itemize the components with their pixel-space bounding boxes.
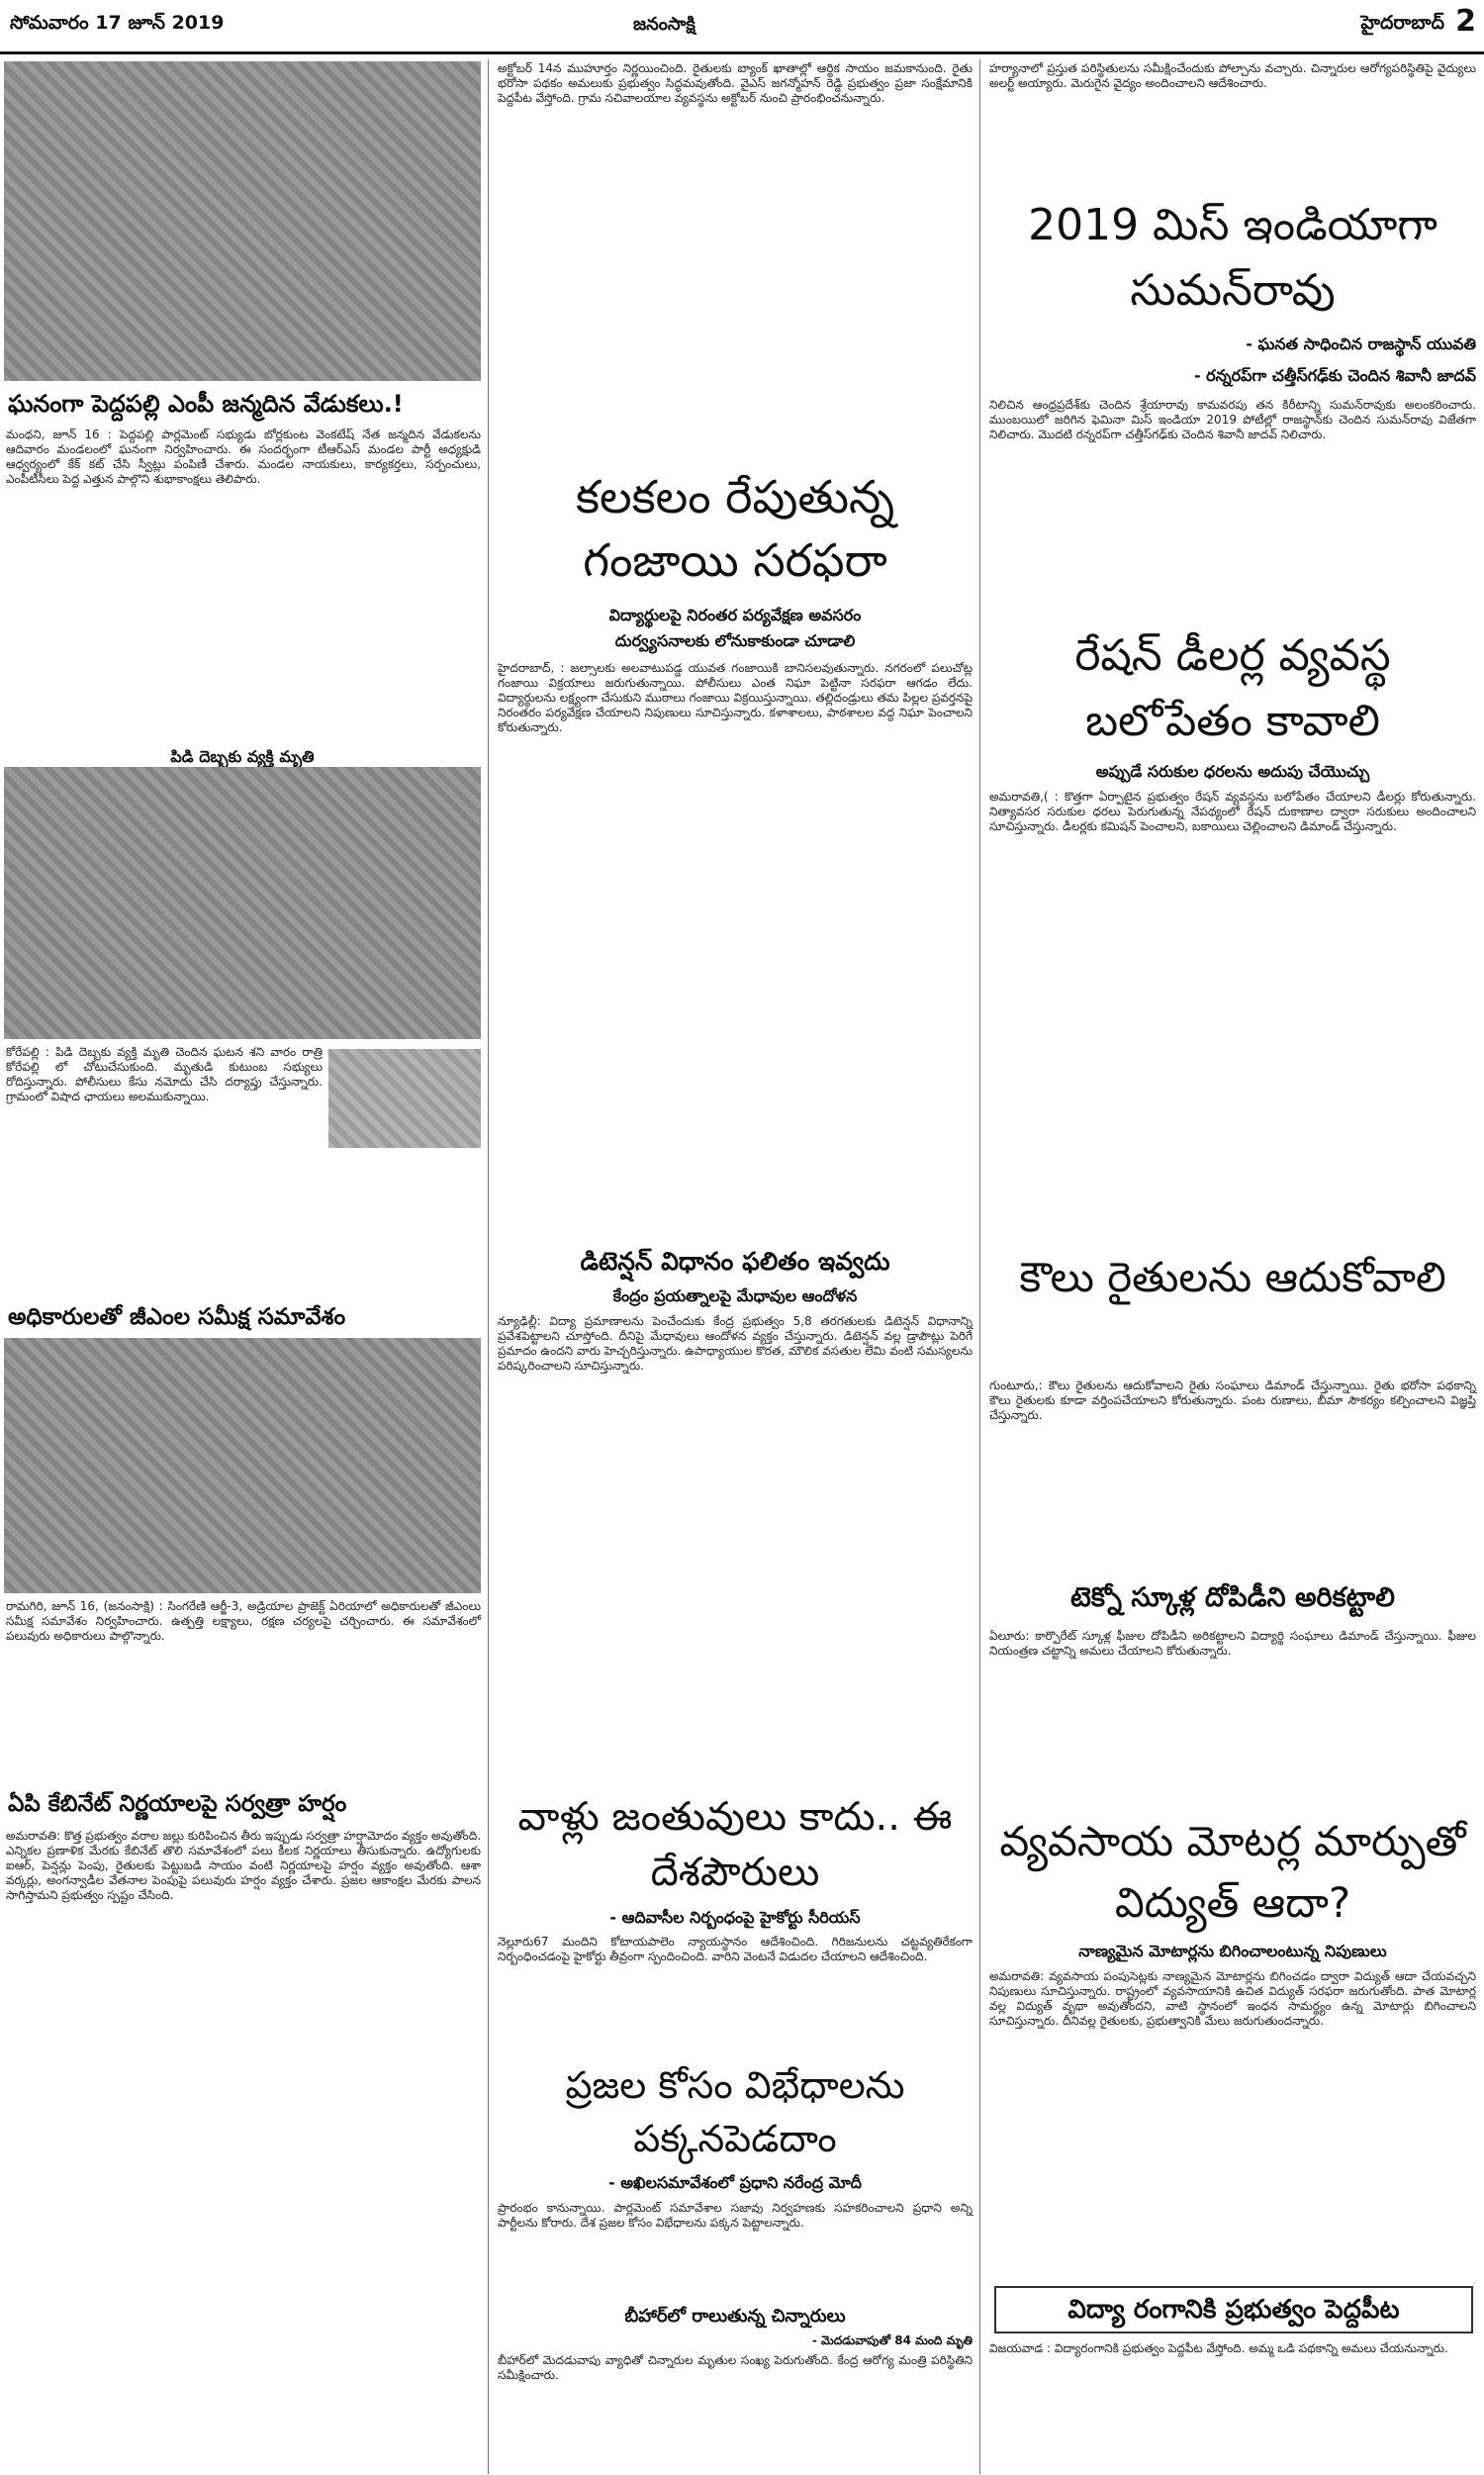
headline-education: విద్యా రంగానికి ప్రభుత్వం పెద్దపీట xyxy=(994,2286,1473,2333)
article-tribals: నెల్లూరు67 మందిని కోటాయపాలెం న్యాయస్థానం ఆదేశించింది. గిరిజనులను చట్టవ్యతిరేకంగా నిర్బంధించడంపై హైకోర్టు తీవ్రంగా స్పందించింది. వారిని వెంటనే విడుదల చేయాలని ఆదేశించింది. xyxy=(498,1935,973,1963)
page-header xyxy=(0,0,1484,57)
headline-mp-birthday: ఘనంగా పెద్దపల్లి ఎంపీ జన్మదిన వేడుకలు.! xyxy=(8,390,404,418)
victim-portrait xyxy=(328,1049,481,1148)
article-continuation-3: హర్యానాలో ప్రస్తుత పరిస్థితులను సమీక్షించేందుకు పోల్చాను వచ్చారు. చిన్నారుల ఆరోగ్యపరిస్థితిపై వైద్యులు అలర్ట్ అయ్యారు. మెరుగైన వైద్యం అందించాలని ఆదేశించారు. xyxy=(989,61,1476,90)
headline-detention: డిటెన్షన్ విధానం ఫలితం ఇవ్వదు xyxy=(580,1247,890,1276)
edition-city: హైదరాబాద్ xyxy=(1360,12,1444,34)
headline-ration: రేషన్ డీలర్ల వ్యవస్థ బలోపేతం కావాలి xyxy=(1074,630,1391,746)
subhead-miss-india-2: - రన్నరప్‌గా చత్తీస్‌గఢ్‌కు చెందిన శివానీ జాదవ్ xyxy=(1193,366,1476,385)
article-techno-schools: ఏలూరు: కార్పొరేట్ స్కూళ్ల ఫీజుల దోపిడీని అరికట్టాలని విద్యార్థి సంఘాలు డిమాండ్ చేస్తున్నాయి. ఫీజుల నియంత్రణ చట్టాన్ని అమలు చేయాలని కోరుతున్నారు. xyxy=(989,1629,1476,1658)
article-tenant-farmers: గుంటూరు,: కౌలు రైతులను ఆదుకోవాలని రైతు సంఘాలు డిమాండ్ చేస్తున్నాయి. రైతు భరోసా పథకాన్ని కౌలు రైతులకు కూడా వర్తింపచేయాలని కోరుతున్నారు. పంట రుణాలు, బీమా సౌకర్యం కల్పించాలని విజ్ఞప్తి చేస్తున్నారు. xyxy=(989,1379,1476,1422)
header-rule xyxy=(0,51,1484,54)
subhead-ganja-2: దుర్వ్యసనాలకు లోనుకాకుండా చూడాలి xyxy=(614,631,856,650)
mourning-photo xyxy=(4,767,481,1039)
column-divider xyxy=(488,59,489,2474)
article-gm-meeting: రామగిరి, జూన్ 16, (జనంసాక్షి) : సింగరేణి ఆర్జీ-3, అడ్రియాల ప్రాజెక్ట్ ఏరియాలో అధికారులతో జీఎంలు సమీక్ష సమావేశం నిర్వహించారు. ఉత్పత్తి లక్ష్యాలు, రక్షణ చర్యలపై చర్చించారు. ఈ సమావేశంలో పలువురు అధికారులు పాల్గొన్నారు. xyxy=(6,1599,481,1643)
article-mp-birthday: మంథని, జూన్ 16 : పెద్దపల్లి పార్లమెంట్ సభ్యుడు బోర్లకుంట వెంకటేష్ నేత జన్మదిన వేడుకలను ఆదివారం మండలంలో ఘనంగా నిర్వహించారు. ఈ సందర్భంగా టీఆర్ఎస్ మండల పార్టీ అధ్యక్షుడి ఆధ్వర్యంలో కేక్ కట్ చేసి స్వీట్లు పంపిణీ చేశారు. మండల నాయకులు, కార్యకర్తలు, సర్పంచులు, ఎంపీటీసీలు పెద్ద ఎత్తున పాల్గొని శుభాకాంక్షలు తెలిపారు. xyxy=(6,428,481,486)
issue-date: సోమవారం 17 జూన్ 2019 xyxy=(10,12,225,34)
headline-motors: వ్యవసాయ మోటర్ల మార్పుతో విద్యుత్ ఆదా? xyxy=(999,1817,1466,1927)
subhead-tribals: - ఆదివాసీల నిర్బంధంపై హైకోర్టు సీరియస్ xyxy=(609,1908,861,1927)
headline-ap-cabinet: ఏపి కేబినేట్ నిర్ణయాలపై సర్వత్రా హర్షం xyxy=(8,1791,347,1817)
article-motors: అమరావతి: వ్యవసాయ పంపుసెట్లకు నాణ్యమైన మోటార్లను బిగించడం ద్వారా విద్యుత్ ఆదా చేయవచ్చని నిపుణులు సూచిస్తున్నారు. రాష్ట్రంలో వ్యవసాయానికి ఉచిత విద్యుత్ సరఫరా జరుగుతోంది. పాత మోటార్ల వల్ల విద్యుత్ వృథా అవుతోందని, వాటి స్థానంలో ఇంధన సామర్థ్యం ఉన్న మోటార్లు బిగించాలని సూచిస్తున్నారు. దీనివల్ల రైతులకు, ప్రభుత్వానికి మేలు జరుగుతుందన్నారు. xyxy=(989,1969,1476,2028)
article-continuation: అక్టోబర్ 14న ముహూర్తం నిర్ణయించింది. రైతులకు బ్యాంక్ ఖాతాల్లో ఆర్థిక సాయం జమకానుంది. రైతు భరోసా పథకం అమలుకు ప్రభుత్వం సిద్ధమవుతోంది. వైఎస్ జగన్మోహన్ రెడ్డి ప్రభుత్వం ప్రజా సంక్షేమానికి పెద్దపీట వేస్తోంది. గ్రామ సచివాలయాల వ్యవస్థను అక్టోబర్ నుంచి ప్రారంభించనున్నారు. xyxy=(498,61,973,105)
article-detention: న్యూఢిల్లీ: విద్యా ప్రమాణాలను పెంచేందుకు కేంద్ర ప్రభుత్వం 5,8 తరగతులకు డిటెన్షన్ విధానాన్ని ప్రవేశపెట్టాలని చూస్తోంది. దీనిపై మేధావులు ఆందోళన వ్యక్తం చేస్తున్నారు. డిటెన్షన్ వల్ల డ్రాపౌట్లు పెరిగే ప్రమాదం ఉందని వారు హెచ్చరిస్తున్నారు. ఉపాధ్యాయుల కొరత, మౌలిక వసతుల లేమి వంటి సమస్యలను పరిష్కరించాలని సూచిస్తున్నారు. xyxy=(498,1314,973,1373)
column-divider xyxy=(979,59,980,2474)
mp-birthday-photo xyxy=(4,61,481,381)
article-ganja: హైదరాబాద్, : జల్సాలకు అలవాటుపడ్డ యువత గంజాయికి బానిసలవుతున్నారు. నగరంలో పలుచోట్ల గంజాయి విక్రయాలు జరుగుతున్నాయి. పోలీసులు ఎంత నిఘా పెట్టినా సరఫరా ఆగడం లేదు. విద్యార్థులను లక్ష్యంగా చేసుకుని ముఠాలు గంజాయి విక్రయిస్తున్నాయి. తల్లిదండ్రులు తమ పిల్లల ప్రవర్తనపై నిరంతరం పర్యవేక్షణ చేయాలని నిపుణులు సూచిస్తున్నారు. కళాశాలలు, పాఠశాలల వద్ద నిఘా పెంచాలని కోరుతున్నారు. xyxy=(498,661,973,734)
masthead: జనంసాక్షి xyxy=(633,14,696,35)
article-modi: ప్రారంభం కానున్నాయి. పార్లమెంట్ సమావేశాల సజావు నిర్వహణకు సహకరించాలని ప్రధాని అన్ని పార్టీలను కోరారు. దేశ ప్రజల కోసం విభేధాలను పక్కన పెట్టాలన్నారు. xyxy=(498,2201,973,2230)
article-bihar: బీహార్‌లో మెదడువాపు వ్యాధితో చిన్నారుల మృతుల సంఖ్య పెరుగుతోంది. కేంద్ర ఆరోగ్య మంత్రి పరిస్థితిని సమీక్షించారు. xyxy=(498,2353,973,2382)
page-number: 2 xyxy=(1455,4,1476,39)
subhead-miss-india-1: - ఘనత సాధించిన రాజస్థాన్ యువతి xyxy=(1246,334,1476,353)
headline-gm-meeting: అధికారులతో జీఎంల సమీక్ష సమావేశం xyxy=(8,1304,346,1330)
subhead-ganja-1: విద్యార్థులపై నిరంతర పర్యవేక్షణ అవసరం xyxy=(608,606,862,624)
article-death: కోరేపల్లి : పిడి దెబ్బకు వ్యక్తి మృతి చెందిన ఘటన శని వారం రాత్రి కోరేపల్లి లో చోటుచేసుకుంది. మృతుడి కుటుంబ సభ్యులు రోదిస్తున్నారు. పోలీసులు కేసు నమోదు చేసి దర్యాప్తు చేస్తున్నారు. గ్రామంలో విషాద ఛాయలు అలముకున్నాయి. xyxy=(6,1045,323,1103)
subhead-detention: కేంద్రం ప్రయత్నాలపై మేధావుల ఆందోళన xyxy=(612,1286,858,1305)
headline-tribals: వాళ్లు జంతువులు కాదు.. ఈ దేశపౌరులు xyxy=(517,1794,953,1895)
article-ap-cabinet: అమరావతి: కొత్త ప్రభుత్వం వరాల జల్లు కురిపించిన తీరు ఇప్పుడు సర్వత్రా హర్షామోదం వ్యక్తం అవుతోంది. ఎన్నికల ప్రణాళిక మేరకు కేబినేట్ తొలి సమావేశంలో పలు కీలక నిర్ణయాలు తీసుకున్నారు. ఉద్యోగులకు ఐఆర్, పెన్షన్లు పెంపు, రైతులకు పెట్టుబడి సాయం వంటి నిర్ణయాలపై హర్షం వ్యక్తం అవుతోంది. ఆశా వర్కర్లు, అంగన్వాడీల వేతనాల పెంపుపై పలువురు హర్షం వ్యక్తం చేశారు. ప్రజల ఆకాంక్షల మేరకు పాలన సాగిస్తామని ప్రభుత్వం స్పష్టం చేసింది. xyxy=(6,1829,482,1902)
headline-tenant-farmers: కౌలు రైతులను ఆదుకోవాలి xyxy=(1019,1253,1446,1301)
headline-miss-india: 2019 మిస్ ఇండియాగా సుమన్‌రావు xyxy=(1028,200,1438,316)
subhead-ration: అప్పుడే సరుకుల ధరలను అదుపు చేయొచ్చు xyxy=(1095,762,1370,781)
subhead-motors: నాణ్యమైన మోటార్లను బిగించాలంటున్న నిపుణులు xyxy=(1078,1942,1387,1960)
headline-modi: ప్రజల కోసం విభేధాలను పక్కనపెడదాం xyxy=(565,2063,905,2160)
headline-death: పిడి దెబ్బకు వ్యక్తి మృతి xyxy=(170,747,315,766)
headline-ganja: కలకలం రేపుతున్న గంజాయి సరఫరా xyxy=(575,470,895,587)
subhead-modi: - అఖిలసమావేశంలో ప్రధాని నరేంద్ర మోదీ xyxy=(608,2173,862,2192)
headline-bihar: బీహార్‌లో రాలుతున్న చిన్నారులు xyxy=(624,2306,846,2327)
headline-techno-schools: టెక్నో స్కూళ్ల దోపిడీని అరికట్టాలి xyxy=(1070,1582,1395,1613)
article-education: విజయవాడ : విద్యారంగానికి ప్రభుత్వం పెద్దపీట వేస్తోంది. అమ్మ ఒడి పథకాన్ని అమలు చేయనున్నారు. xyxy=(989,2341,1448,2355)
meeting-photo xyxy=(4,1338,481,1593)
article-miss-india: నిలిచిన ఆంధ్రప్రదేశ్‌కు చెందిన శ్రేయారావు కామవరపు తన కిరీటాన్ని సుమన్‌రావుకు అలంకరించారు. ముంబయిలో జరిగిన ఫెమినా మిస్ ఇండియా 2019 పోటీల్లో రాజస్థాన్‌కు చెందిన సుమన్‌రావు విజేతగా నిలిచారు. మొదటి రన్నరప్‌గా చత్తీస్‌గఢ్‌కు చెందిన శివానీ జాదవ్ నిలిచారు. xyxy=(989,398,1476,441)
article-ration: అమరావతి,( : కొత్తగా ఏర్పాటైన ప్రభుత్వం రేషన్ వ్యవస్థను బలోపేతం చేయాలని డీలర్లు కోరుతున్నారు. నిత్యావసర సరుకుల ధరలు పెరుగుతున్న నేపథ్యంలో రేషన్ దుకాణాల ద్వారా సరుకులు అందించాలని సూచిస్తున్నారు. డీలర్లకు కమిషన్ పెంచాలని, బకాయిలు చెల్లించాలని డిమాండ్ చేస్తున్నారు. xyxy=(989,790,1476,833)
subhead-bihar: - మెదడువాపుతో 84 మంది మృతి xyxy=(811,2333,973,2347)
